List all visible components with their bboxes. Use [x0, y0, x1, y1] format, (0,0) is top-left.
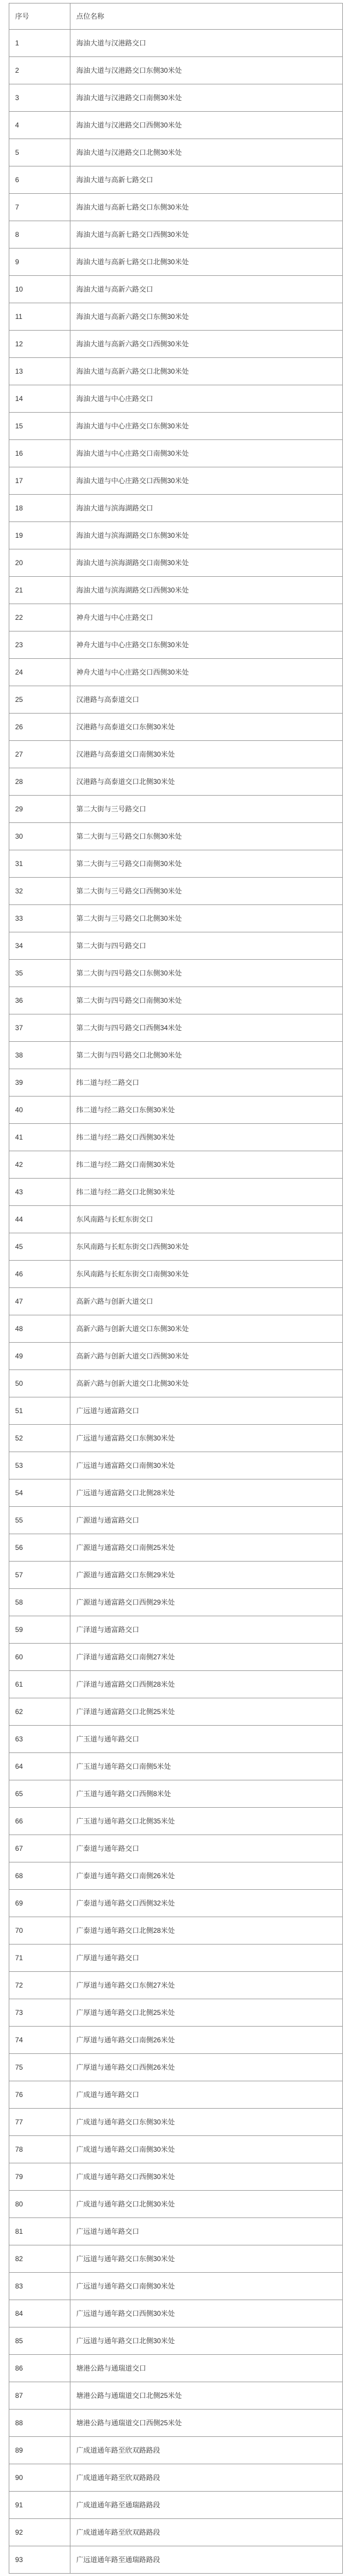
table-row [9, 358, 343, 385]
point-name-cell: 第二大街与四号路交口南侧30米处 [70, 987, 343, 1014]
table-row [9, 1425, 343, 1452]
point-name-cell: 纬二道与经二路交口 [70, 1069, 343, 1097]
table-row [9, 1042, 343, 1069]
serial-number-cell: 48 [9, 1315, 70, 1343]
serial-number-cell: 52 [9, 1425, 70, 1452]
serial-number-cell: 82 [9, 2245, 70, 2273]
point-name-cell: 第二大街与四号路交口北侧30米处 [70, 1042, 343, 1069]
table-row [9, 1644, 343, 1671]
point-name-cell: 神舟大道与中心庄路交口 [70, 604, 343, 631]
table-row [9, 1233, 343, 1261]
point-name-cell: 海油大道与中心庄路交口东侧30米处 [70, 413, 343, 440]
point-name-cell: 广泰道与通年路交口南侧26米处 [70, 1862, 343, 1890]
table-row [9, 878, 343, 905]
table-row [9, 139, 343, 166]
serial-number-cell: 74 [9, 2027, 70, 2054]
serial-number-cell: 51 [9, 1397, 70, 1425]
serial-number-cell: 6 [9, 166, 70, 194]
table-row [9, 2437, 343, 2464]
table-row [9, 960, 343, 987]
point-name-cell: 广远道与通年路交口西侧30米处 [70, 2300, 343, 2327]
table-row [9, 467, 343, 495]
serial-number-cell: 10 [9, 276, 70, 303]
point-name-cell: 广远道通年路至通瑞路路段 [70, 2546, 343, 2574]
table-row [9, 2163, 343, 2191]
serial-number-cell: 2 [9, 57, 70, 84]
point-name-cell: 广成道与通年路交口东侧30米处 [70, 2109, 343, 2136]
table-row [9, 2519, 343, 2546]
table-row [9, 768, 343, 796]
table-row [9, 2109, 343, 2136]
serial-number-cell: 73 [9, 1999, 70, 2027]
point-name-cell: 第二大街与三号路交口北侧30米处 [70, 905, 343, 932]
point-name-cell: 广泰道与通年路交口 [70, 1835, 343, 1862]
serial-number-cell: 39 [9, 1069, 70, 1097]
point-name-cell: 第二大街与四号路交口西侧34米处 [70, 1014, 343, 1042]
point-name-cell: 高新六路与创新大道交口北侧30米处 [70, 1370, 343, 1397]
serial-number-cell: 50 [9, 1370, 70, 1397]
table-row [9, 932, 343, 960]
table-row [9, 1315, 343, 1343]
table-row [9, 1616, 343, 1644]
header-point-name: 点位名称 [70, 3, 343, 30]
table-row [9, 1206, 343, 1233]
table-row [9, 413, 343, 440]
serial-number-cell: 49 [9, 1343, 70, 1370]
table-row [9, 2054, 343, 2081]
point-name-cell: 广成道通年路至通瑞路路段 [70, 2492, 343, 2519]
table-row [9, 249, 343, 276]
point-name-cell: 海油大道与高新六路交口西侧30米处 [70, 331, 343, 358]
serial-number-cell: 40 [9, 1097, 70, 1124]
serial-number-cell: 72 [9, 1972, 70, 1999]
table-row [9, 2327, 343, 2355]
table-row [9, 1343, 343, 1370]
serial-number-cell: 69 [9, 1890, 70, 1917]
table-row [9, 1780, 343, 1808]
table-row [9, 2410, 343, 2437]
table-row [9, 331, 343, 358]
table-row [9, 1698, 343, 1726]
serial-number-cell: 30 [9, 823, 70, 850]
table-row [9, 1671, 343, 1698]
serial-number-cell: 31 [9, 850, 70, 878]
point-name-cell: 广远道与通年路交口北侧30米处 [70, 2327, 343, 2355]
point-name-cell: 海油大道与中心庄路交口 [70, 385, 343, 413]
point-name-cell: 神舟大道与中心庄路交口东侧30米处 [70, 631, 343, 659]
serial-number-cell: 28 [9, 768, 70, 796]
table-row [9, 1151, 343, 1179]
point-name-cell: 纬二道与经二路交口东侧30米处 [70, 1097, 343, 1124]
point-name-cell: 海油大道与高新六路交口北侧30米处 [70, 358, 343, 385]
table-row [9, 2300, 343, 2327]
table-row [9, 1069, 343, 1097]
table-body [9, 30, 343, 2574]
point-name-cell: 广泽道与通富路交口南侧27米处 [70, 1644, 343, 1671]
serial-number-cell: 70 [9, 1917, 70, 1945]
point-name-cell: 第二大街与四号路交口东侧30米处 [70, 960, 343, 987]
point-name-cell: 广泰道与通年路交口西侧32米处 [70, 1890, 343, 1917]
table-row [9, 549, 343, 577]
point-name-cell: 广成道与通年路交口西侧30米处 [70, 2163, 343, 2191]
table-row [9, 1534, 343, 1562]
table-row [9, 850, 343, 878]
serial-number-cell: 68 [9, 1862, 70, 1890]
table-row [9, 1479, 343, 1507]
point-name-cell: 广源道与通富路交口东侧29米处 [70, 1562, 343, 1589]
serial-number-cell: 35 [9, 960, 70, 987]
table-row [9, 2081, 343, 2109]
table-row [9, 2273, 343, 2300]
serial-number-cell: 60 [9, 1644, 70, 1671]
serial-number-cell: 88 [9, 2410, 70, 2437]
table-row [9, 57, 343, 84]
point-name-cell: 海油大道与滨海湖路交口西侧30米处 [70, 577, 343, 604]
point-name-cell: 广泰道与通年路交口北侧28米处 [70, 1917, 343, 1945]
table-row [9, 2191, 343, 2218]
table-row [9, 2027, 343, 2054]
serial-number-cell: 53 [9, 1452, 70, 1479]
serial-number-cell: 15 [9, 413, 70, 440]
serial-number-cell: 65 [9, 1780, 70, 1808]
table-row [9, 166, 343, 194]
table-row [9, 1097, 343, 1124]
point-name-cell: 广成道与通年路交口南侧30米处 [70, 2136, 343, 2163]
point-name-cell: 第二大街与三号路交口南侧30米处 [70, 850, 343, 878]
table-row [9, 1179, 343, 1206]
table-row [9, 1370, 343, 1397]
point-name-cell: 纬二道与经二路交口北侧30米处 [70, 1179, 343, 1206]
serial-number-cell: 62 [9, 1698, 70, 1726]
point-name-cell: 第二大街与四号路交口 [70, 932, 343, 960]
serial-number-cell: 18 [9, 495, 70, 522]
point-name-cell: 海油大道与高新六路交口 [70, 276, 343, 303]
table-row [9, 577, 343, 604]
serial-number-cell: 77 [9, 2109, 70, 2136]
table-row [9, 905, 343, 932]
point-name-cell: 广厚道与通年路交口南侧26米处 [70, 2027, 343, 2054]
serial-number-cell: 75 [9, 2054, 70, 2081]
table-row [9, 1124, 343, 1151]
point-name-cell: 海油大道与高新六路交口东侧30米处 [70, 303, 343, 331]
point-name-cell: 广远道与通富路交口 [70, 1397, 343, 1425]
serial-number-cell: 55 [9, 1507, 70, 1534]
table-row [9, 823, 343, 850]
serial-number-cell: 7 [9, 194, 70, 221]
serial-number-cell: 8 [9, 221, 70, 249]
serial-number-cell: 92 [9, 2519, 70, 2546]
point-table-container [9, 3, 342, 2574]
point-name-cell: 广成道与通年路交口北侧30米处 [70, 2191, 343, 2218]
serial-number-cell: 59 [9, 1616, 70, 1644]
point-name-cell: 第二大街与三号路交口 [70, 796, 343, 823]
serial-number-cell: 90 [9, 2464, 70, 2492]
table-row [9, 1945, 343, 1972]
serial-number-cell: 9 [9, 249, 70, 276]
serial-number-cell: 44 [9, 1206, 70, 1233]
point-name-cell: 第二大街与三号路交口西侧30米处 [70, 878, 343, 905]
table-row [9, 1726, 343, 1753]
point-name-cell: 广玉道与通年路交口西侧8米处 [70, 1780, 343, 1808]
point-name-cell: 海油大道与中心庄路交口南侧30米处 [70, 440, 343, 467]
point-name-cell: 广远道与通年路交口南侧30米处 [70, 2273, 343, 2300]
point-name-cell: 广泽道与通富路交口西侧28米处 [70, 1671, 343, 1698]
point-name-cell: 广玉道与通年路交口 [70, 1726, 343, 1753]
point-name-cell: 海油大道与滨海湖路交口南侧30米处 [70, 549, 343, 577]
serial-number-cell: 4 [9, 112, 70, 139]
point-name-cell: 汉港路与高泰道交口南侧30米处 [70, 741, 343, 768]
point-name-cell: 东风南路与长虹东街交口南侧30米处 [70, 1261, 343, 1288]
table-row [9, 1999, 343, 2027]
serial-number-cell: 37 [9, 1014, 70, 1042]
table-row [9, 194, 343, 221]
serial-number-cell: 16 [9, 440, 70, 467]
table-row [9, 2382, 343, 2410]
serial-number-cell: 66 [9, 1808, 70, 1835]
serial-number-cell: 87 [9, 2382, 70, 2410]
table-row [9, 987, 343, 1014]
table-row [9, 659, 343, 686]
serial-number-cell: 46 [9, 1261, 70, 1288]
serial-number-cell: 91 [9, 2492, 70, 2519]
table-row [9, 2546, 343, 2574]
serial-number-cell: 81 [9, 2218, 70, 2245]
serial-number-cell: 47 [9, 1288, 70, 1315]
point-name-cell: 塘港公路与通瑞道交口北侧25米处 [70, 2382, 343, 2410]
table-row [9, 1261, 343, 1288]
table-row [9, 1014, 343, 1042]
table-row [9, 1397, 343, 1425]
point-name-cell: 广成道通年路至欣双路路段 [70, 2437, 343, 2464]
serial-number-cell: 54 [9, 1479, 70, 1507]
point-name-cell: 广玉道与通年路交口南侧5米处 [70, 1753, 343, 1780]
point-name-cell: 塘港公路与通瑞道交口西侧25米处 [70, 2410, 343, 2437]
serial-number-cell: 21 [9, 577, 70, 604]
table-row [9, 1835, 343, 1862]
table-row [9, 604, 343, 631]
serial-number-cell: 83 [9, 2273, 70, 2300]
point-name-cell: 海油大道与中心庄路交口西侧30米处 [70, 467, 343, 495]
serial-number-cell: 41 [9, 1124, 70, 1151]
serial-number-cell: 5 [9, 139, 70, 166]
point-name-cell: 东风南路与长虹东街交口西侧30米处 [70, 1233, 343, 1261]
serial-number-cell: 27 [9, 741, 70, 768]
table-row [9, 2492, 343, 2519]
point-name-cell: 海油大道与滨海湖路交口 [70, 495, 343, 522]
point-name-cell: 海油大道与汉港路交口西侧30米处 [70, 112, 343, 139]
table-row [9, 631, 343, 659]
serial-number-cell: 17 [9, 467, 70, 495]
header-serial-number: 序号 [9, 3, 70, 30]
serial-number-cell: 45 [9, 1233, 70, 1261]
point-name-cell: 汉港路与高泰道交口北侧30米处 [70, 768, 343, 796]
point-name-cell: 海油大道与汉港路交口 [70, 30, 343, 57]
point-name-cell: 纬二道与经二路交口西侧30米处 [70, 1124, 343, 1151]
point-name-cell: 高新六路与创新大道交口西侧30米处 [70, 1343, 343, 1370]
serial-number-cell: 42 [9, 1151, 70, 1179]
point-name-cell: 广泽道与通富路交口北侧25米处 [70, 1698, 343, 1726]
table-row [9, 495, 343, 522]
table-row [9, 221, 343, 249]
table-row [9, 1288, 343, 1315]
point-name-cell: 高新六路与创新大道交口东侧30米处 [70, 1315, 343, 1343]
serial-number-cell: 26 [9, 714, 70, 741]
point-name-cell: 第二大街与三号路交口东侧30米处 [70, 823, 343, 850]
serial-number-cell: 11 [9, 303, 70, 331]
table-row [9, 1972, 343, 1999]
point-name-cell: 广玉道与通年路交口北侧35米处 [70, 1808, 343, 1835]
serial-number-cell: 33 [9, 905, 70, 932]
table-row [9, 2355, 343, 2382]
table-row [9, 741, 343, 768]
serial-number-cell: 57 [9, 1562, 70, 1589]
serial-number-cell: 61 [9, 1671, 70, 1698]
serial-number-cell: 64 [9, 1753, 70, 1780]
point-name-cell: 海油大道与滨海湖路交口东侧30米处 [70, 522, 343, 549]
table-row [9, 1917, 343, 1945]
serial-number-cell: 56 [9, 1534, 70, 1562]
table-row [9, 1589, 343, 1616]
point-name-cell: 海油大道与高新七路交口东侧30米处 [70, 194, 343, 221]
serial-number-cell: 22 [9, 604, 70, 631]
point-name-cell: 广远道与通富路交口北侧28米处 [70, 1479, 343, 1507]
point-name-cell: 广远道与通富路交口南侧30米处 [70, 1452, 343, 1479]
serial-number-cell: 25 [9, 686, 70, 714]
point-name-cell: 广远道与通年路交口 [70, 2218, 343, 2245]
point-name-cell: 广远道与通富路交口东侧30米处 [70, 1425, 343, 1452]
point-name-cell: 广厚道与通年路交口西侧26米处 [70, 2054, 343, 2081]
table-row [9, 1808, 343, 1835]
point-name-cell: 广源道与通富路交口南侧25米处 [70, 1534, 343, 1562]
table-row [9, 1562, 343, 1589]
point-name-cell: 东风南路与长虹东街交口 [70, 1206, 343, 1233]
point-name-cell: 广远道与通年路交口东侧30米处 [70, 2245, 343, 2273]
point-name-cell: 广成道通年路至欣双路路段 [70, 2519, 343, 2546]
serial-number-cell: 58 [9, 1589, 70, 1616]
serial-number-cell: 67 [9, 1835, 70, 1862]
serial-number-cell: 38 [9, 1042, 70, 1069]
serial-number-cell: 71 [9, 1945, 70, 1972]
point-name-cell: 海油大道与汉港路交口南侧30米处 [70, 84, 343, 112]
point-name-cell: 广厚道与通年路交口 [70, 1945, 343, 1972]
point-name-cell: 广成道与通年路交口 [70, 2081, 343, 2109]
table-row [9, 1507, 343, 1534]
serial-number-cell: 24 [9, 659, 70, 686]
table-row [9, 1862, 343, 1890]
table-row [9, 440, 343, 467]
serial-number-cell: 32 [9, 878, 70, 905]
table-row [9, 303, 343, 331]
serial-number-cell: 34 [9, 932, 70, 960]
point-name-cell: 海油大道与汉港路交口北侧30米处 [70, 139, 343, 166]
serial-number-cell: 19 [9, 522, 70, 549]
serial-number-cell: 3 [9, 84, 70, 112]
point-table [9, 3, 343, 2574]
point-name-cell: 高新六路与创新大道交口 [70, 1288, 343, 1315]
table-row [9, 796, 343, 823]
table-row [9, 1452, 343, 1479]
serial-number-cell: 79 [9, 2163, 70, 2191]
point-name-cell: 汉港路与高泰道交口 [70, 686, 343, 714]
serial-number-cell: 29 [9, 796, 70, 823]
table-row [9, 112, 343, 139]
serial-number-cell: 12 [9, 331, 70, 358]
serial-number-cell: 78 [9, 2136, 70, 2163]
table-row [9, 30, 343, 57]
serial-number-cell: 63 [9, 1726, 70, 1753]
serial-number-cell: 86 [9, 2355, 70, 2382]
table-row [9, 714, 343, 741]
point-name-cell: 海油大道与高新七路交口西侧30米处 [70, 221, 343, 249]
serial-number-cell: 85 [9, 2327, 70, 2355]
point-name-cell: 广源道与通富路交口西侧29米处 [70, 1589, 343, 1616]
serial-number-cell: 14 [9, 385, 70, 413]
table-row [9, 2464, 343, 2492]
point-name-cell: 神舟大道与中心庄路交口西侧30米处 [70, 659, 343, 686]
serial-number-cell: 84 [9, 2300, 70, 2327]
serial-number-cell: 89 [9, 2437, 70, 2464]
table-row [9, 1890, 343, 1917]
serial-number-cell: 76 [9, 2081, 70, 2109]
table-row [9, 1753, 343, 1780]
table-row [9, 2136, 343, 2163]
point-name-cell: 广厚道与通年路交口北侧25米处 [70, 1999, 343, 2027]
serial-number-cell: 23 [9, 631, 70, 659]
point-name-cell: 海油大道与高新七路交口北侧30米处 [70, 249, 343, 276]
table-row [9, 276, 343, 303]
table-row [9, 522, 343, 549]
table-row [9, 2218, 343, 2245]
point-name-cell: 纬二道与经二路交口南侧30米处 [70, 1151, 343, 1179]
point-name-cell: 海油大道与汉港路交口东侧30米处 [70, 57, 343, 84]
point-name-cell: 广厚道与通年路交口东侧27米处 [70, 1972, 343, 1999]
serial-number-cell: 20 [9, 549, 70, 577]
point-name-cell: 广成道通年路至欣双路路段 [70, 2464, 343, 2492]
serial-number-cell: 93 [9, 2546, 70, 2574]
point-name-cell: 汉港路与高泰道交口东侧30米处 [70, 714, 343, 741]
serial-number-cell: 43 [9, 1179, 70, 1206]
serial-number-cell: 1 [9, 30, 70, 57]
table-header-row [9, 3, 343, 30]
point-name-cell: 海油大道与高新七路交口 [70, 166, 343, 194]
serial-number-cell: 80 [9, 2191, 70, 2218]
table-row [9, 2245, 343, 2273]
serial-number-cell: 13 [9, 358, 70, 385]
point-name-cell: 塘港公路与通瑞道交口 [70, 2355, 343, 2382]
table-row [9, 84, 343, 112]
point-name-cell: 广源道与通富路交口 [70, 1507, 343, 1534]
serial-number-cell: 36 [9, 987, 70, 1014]
table-row [9, 686, 343, 714]
point-name-cell: 广泽道与通富路交口 [70, 1616, 343, 1644]
table-row [9, 385, 343, 413]
